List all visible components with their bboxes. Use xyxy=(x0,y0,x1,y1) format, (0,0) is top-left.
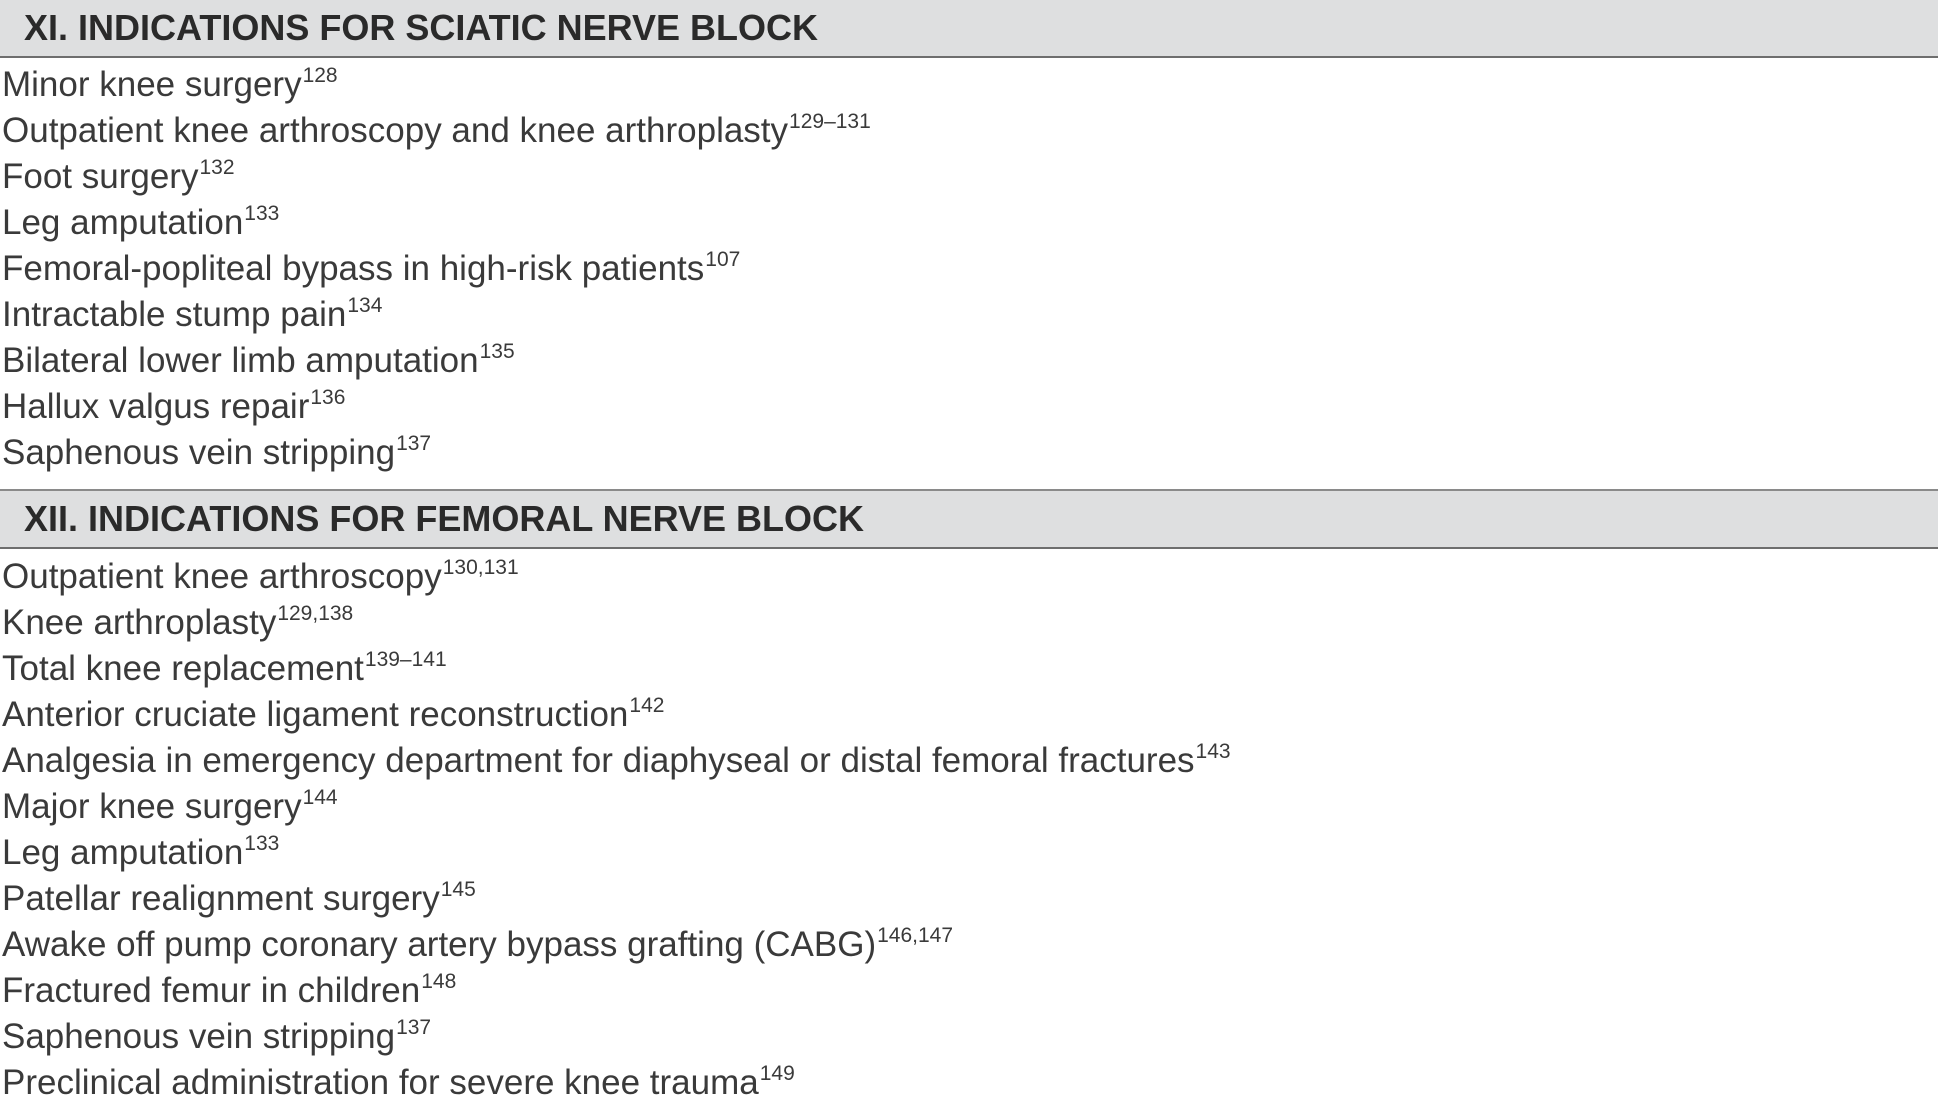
indication-text: Major knee surgery xyxy=(2,787,302,826)
reference-superscript: 132 xyxy=(199,156,235,179)
section-title-sciatic: XI. INDICATIONS FOR SCIATIC NERVE BLOCK xyxy=(24,7,819,48)
indication-text: Intractable stump pain xyxy=(2,295,347,334)
reference-superscript: 134 xyxy=(347,294,383,317)
reference-superscript: 133 xyxy=(244,832,280,855)
list-item xyxy=(0,692,1231,738)
section-header-femoral xyxy=(0,489,1938,549)
section-header-sciatic xyxy=(0,0,1938,58)
list-item xyxy=(0,384,871,430)
list-item xyxy=(0,246,871,292)
list-item xyxy=(0,1014,1231,1060)
reference-superscript: 129–131 xyxy=(789,110,871,133)
reference-superscript: 129,138 xyxy=(277,602,354,625)
list-item xyxy=(0,646,1231,692)
indication-text: Leg amputation xyxy=(2,203,244,242)
section-title-femoral: XII. INDICATIONS FOR FEMORAL NERVE BLOCK xyxy=(24,498,865,539)
reference-superscript: 135 xyxy=(479,340,515,363)
indication-text: Total knee replacement xyxy=(2,649,364,688)
indication-text: Preclinical administration for severe knee trauma xyxy=(2,1063,759,1102)
list-item xyxy=(0,968,1231,1014)
indication-text: Analgesia in emergency department for diaphyseal or distal femoral fractures xyxy=(2,741,1195,780)
indication-text: Saphenous vein stripping xyxy=(2,1017,396,1056)
reference-superscript: 139–141 xyxy=(364,648,447,671)
indication-text: Leg amputation xyxy=(2,833,244,872)
reference-superscript: 130,131 xyxy=(442,556,519,579)
list-item xyxy=(0,200,871,246)
list-item xyxy=(0,108,871,154)
indication-text: Outpatient knee arthroscopy and knee arthroplasty xyxy=(2,111,789,150)
reference-superscript: 128 xyxy=(302,64,338,87)
list-item xyxy=(0,154,871,200)
reference-superscript: 148 xyxy=(421,970,457,993)
list-item xyxy=(0,62,871,108)
reference-superscript: 136 xyxy=(310,386,346,409)
reference-superscript: 146,147 xyxy=(877,924,954,947)
list-item xyxy=(0,876,1231,922)
indication-text: Saphenous vein stripping xyxy=(2,433,396,472)
indication-text: Knee arthroplasty xyxy=(2,603,277,642)
list-item xyxy=(0,738,1231,784)
list-item xyxy=(0,1060,1231,1106)
sciatic-indications-list xyxy=(0,62,871,476)
list-item xyxy=(0,922,1231,968)
list-item xyxy=(0,338,871,384)
indication-text: Foot surgery xyxy=(2,157,199,196)
list-item xyxy=(0,830,1231,876)
list-item xyxy=(0,784,1231,830)
list-item xyxy=(0,292,871,338)
reference-superscript: 137 xyxy=(396,432,432,455)
indication-text: Outpatient knee arthroscopy xyxy=(2,557,442,596)
indication-text: Minor knee surgery xyxy=(2,65,302,104)
indication-text: Bilateral lower limb amputation xyxy=(2,341,479,380)
list-item xyxy=(0,600,1231,646)
indication-text: Patellar realignment surgery xyxy=(2,879,440,918)
reference-superscript: 143 xyxy=(1195,740,1231,763)
list-item xyxy=(0,554,1231,600)
femoral-indications-list xyxy=(0,554,1231,1106)
indication-text: Fractured femur in children xyxy=(2,971,421,1010)
indication-text: Femoral-popliteal bypass in high-risk patients xyxy=(2,249,705,288)
reference-superscript: 133 xyxy=(244,202,280,225)
reference-superscript: 149 xyxy=(759,1062,795,1085)
indication-text: Awake off pump coronary artery bypass grafting (CABG) xyxy=(2,925,877,964)
reference-superscript: 137 xyxy=(396,1016,432,1039)
reference-superscript: 145 xyxy=(440,878,476,901)
indication-text: Anterior cruciate ligament reconstruction xyxy=(2,695,629,734)
reference-superscript: 142 xyxy=(629,694,665,717)
indication-text: Hallux valgus repair xyxy=(2,387,310,426)
list-item xyxy=(0,430,871,476)
reference-superscript: 107 xyxy=(705,248,741,271)
reference-superscript: 144 xyxy=(302,786,338,809)
